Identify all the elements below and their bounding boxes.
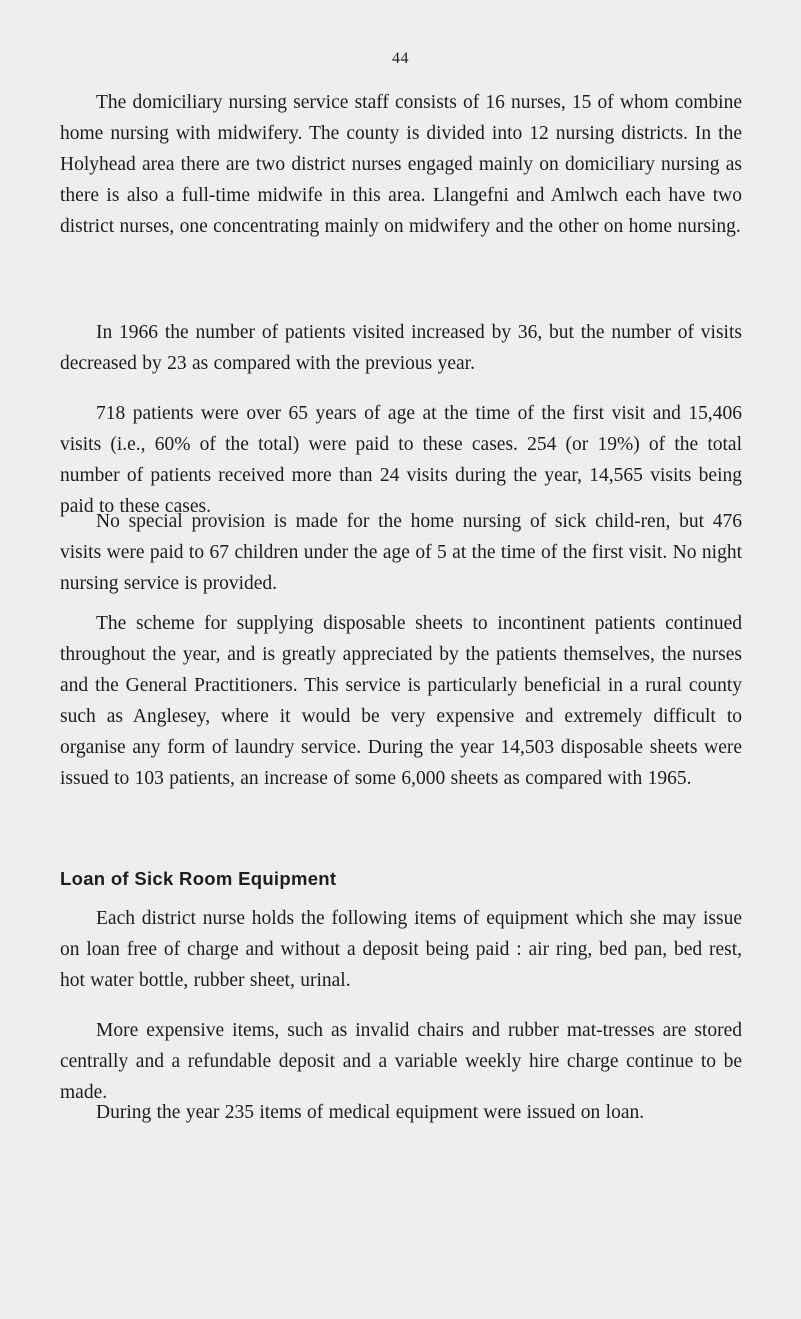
paragraph-elderly-patients: 718 patients were over 65 years of age at the time of the first visit and 15,406 visits (i.e., 60% of the total) were paid to these cases. 254 (or 19%) of the total number of patients received more than 24 visits during the year, 14,565 visits being paid to these cases. [60, 403, 742, 517]
paragraph-expensive-items: More expensive items, such as invalid chairs and rubber mat-tresses are stored centrally and a refundable deposit and a variable weekly hire charge continue to be made. [60, 1020, 742, 1103]
paragraph-items-issued: During the year 235 items of medical equipment were issued on loan. [96, 1102, 645, 1123]
paragraph-patients-visited: In 1966 the number of patients visited increased by 36, but the number of visits decreased by 23 as compared with the previous year. [60, 322, 742, 374]
section-heading-loan-equipment: Loan of Sick Room Equipment [60, 868, 337, 889]
paragraph-equipment-items: Each district nurse holds the following items of equipment which she may issue on loan free of charge and without a deposit being paid : air ring, bed pan, bed rest, hot water bottle, rubber sheet, urinal. [60, 908, 742, 991]
paragraph-nursing-staff: The domiciliary nursing service staff consists of 16 nurses, 15 of whom combine home nursing with midwifery. The county is divided into 12 nursing districts. In the Holyhead area there are two district nurses engaged mainly on domiciliary nursing as there is also a full-time midwife in this area. Llangefni and Amlwch each have two district nurses, one concentrating mainly on midwifery and the other on home nursing. [60, 92, 742, 237]
paragraph-sick-children: No special provision is made for the home nursing of sick child-ren, but 476 visits were paid to 67 children under the age of 5 at the time of the first visit. No night nursing service is provided. [60, 511, 742, 594]
paragraph-disposable-sheets: The scheme for supplying disposable sheets to incontinent patients continued throughout the year, and is greatly appreciated by the patients themselves, the nurses and the General Practitioners. This service is particularly beneficial in a rural county such as Anglesey, where it would be very expensive and extremely difficult to organise any form of laundry service. During the year 14,503 disposable sheets were issued to 103 patients, an increase of some 6,000 sheets as compared with 1965. [60, 613, 742, 789]
page-number: 44 [392, 50, 409, 67]
